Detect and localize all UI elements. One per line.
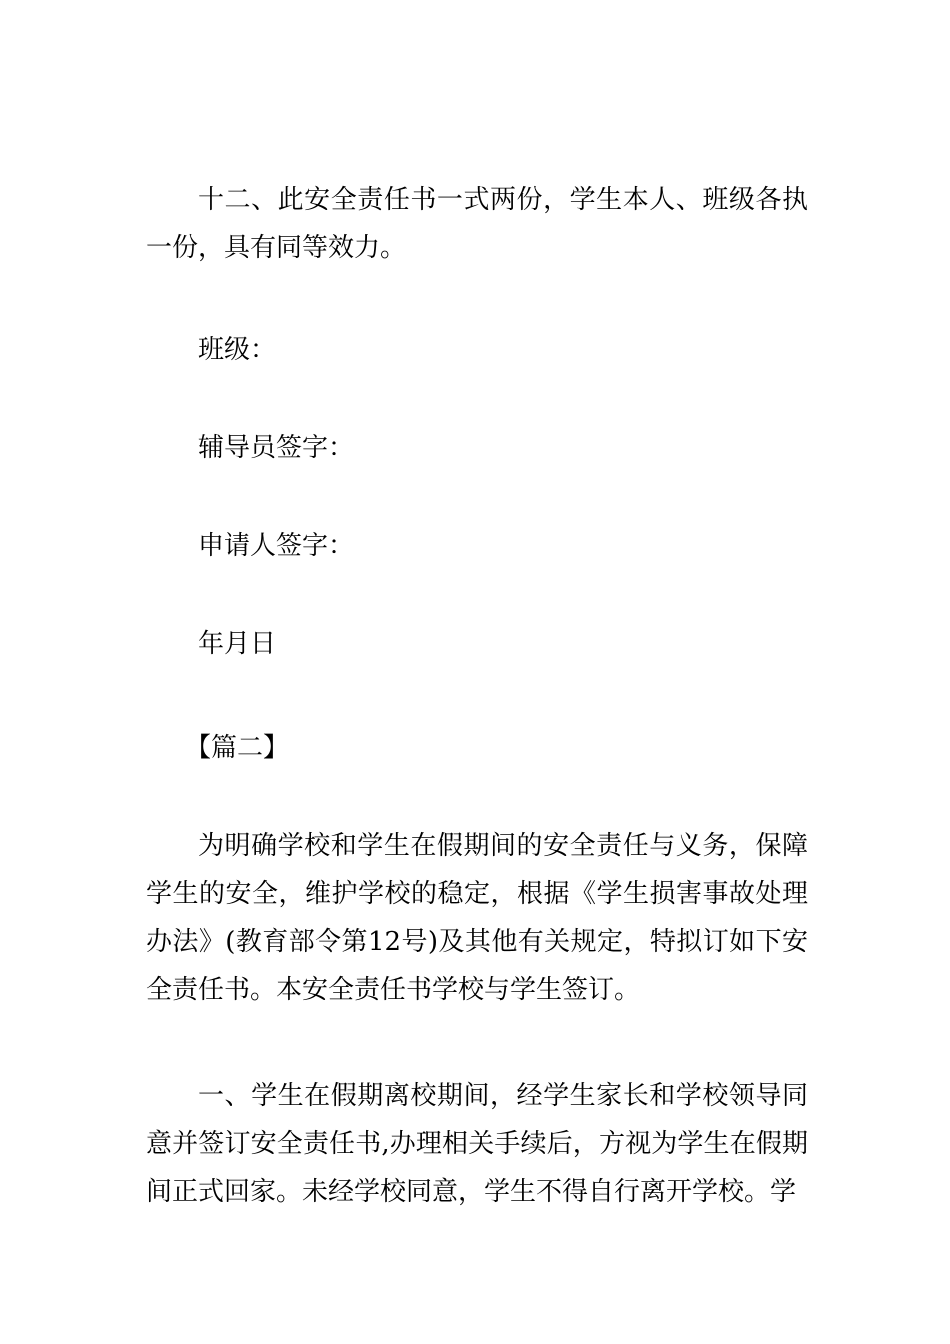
paragraph-twelve: 十二、此安全责任书一式两份，学生本人、班级各执一份，具有同等效力。 [146, 185, 808, 263]
date-label: 年月日 [198, 629, 277, 659]
item-one-paragraph: 一、学生在假期离校期间，经学生家长和学校领导同意并签订安全责任书,办理相关手续后，方视为学生在假期间正式回家。未经学校同意，学生不得自行离开学校。学 [146, 1081, 808, 1207]
counselor-signature-label: 辅导员签字： [198, 433, 355, 463]
applicant-signature-label: 申请人签字： [198, 531, 355, 561]
part-two-heading: 【篇二】 [185, 733, 290, 763]
class-label: 班级： [198, 335, 277, 365]
intro-paragraph: 为明确学校和学生在假期间的安全责任与义务，保障学生的安全，维护学校的稳定，根据《学生损害事故处理办法》(教育部令第12号)及其他有关规定，特拟订如下安全责任书。本安全责任书学校与学生签订。 [146, 831, 808, 1005]
